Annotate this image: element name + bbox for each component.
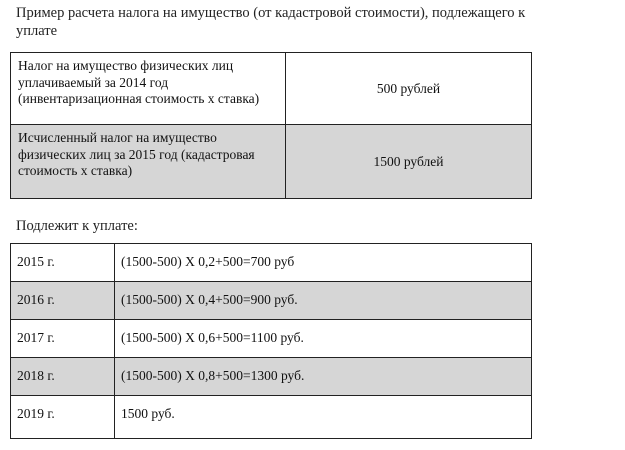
payment-subheading: Подлежит к уплате: xyxy=(16,218,138,234)
payment-year: 2015 г. xyxy=(11,244,115,282)
tax-2014-amount: 500 рублей xyxy=(286,53,532,125)
table-row xyxy=(11,358,532,396)
payment-year: 2017 г. xyxy=(11,320,115,358)
payment-year: 2019 г. xyxy=(11,396,115,439)
table-row xyxy=(11,282,532,320)
table-row xyxy=(11,396,532,439)
table-row xyxy=(11,244,532,282)
payment-formula: (1500-500) Х 0,2+500=700 руб xyxy=(115,244,532,282)
table-row xyxy=(11,125,532,199)
table-row xyxy=(11,320,532,358)
payment-schedule-table xyxy=(10,243,532,439)
payment-year: 2016 г. xyxy=(11,282,115,320)
payment-formula: (1500-500) Х 0,4+500=900 руб. xyxy=(115,282,532,320)
tax-2015-description: Исчисленный налог на имущество физических лиц за 2015 год (кадастровая стоимость х ставка) xyxy=(11,125,286,199)
page-heading: Пример расчета налога на имущество (от кадастровой стоимости), подлежащего к уплате xyxy=(16,5,526,39)
payment-year: 2018 г. xyxy=(11,358,115,396)
tax-2014-description: Налог на имущество физических лиц уплачиваемый за 2014 год (инвентаризационная стоимость х ставка) xyxy=(11,53,286,125)
table-row xyxy=(11,53,532,125)
tax-2015-amount: 1500 рублей xyxy=(286,125,532,199)
payment-formula: (1500-500) Х 0,6+500=1100 руб. xyxy=(115,320,532,358)
tax-comparison-table xyxy=(10,52,532,199)
payment-formula: (1500-500) Х 0,8+500=1300 руб. xyxy=(115,358,532,396)
payment-formula: 1500 руб. xyxy=(115,396,532,439)
